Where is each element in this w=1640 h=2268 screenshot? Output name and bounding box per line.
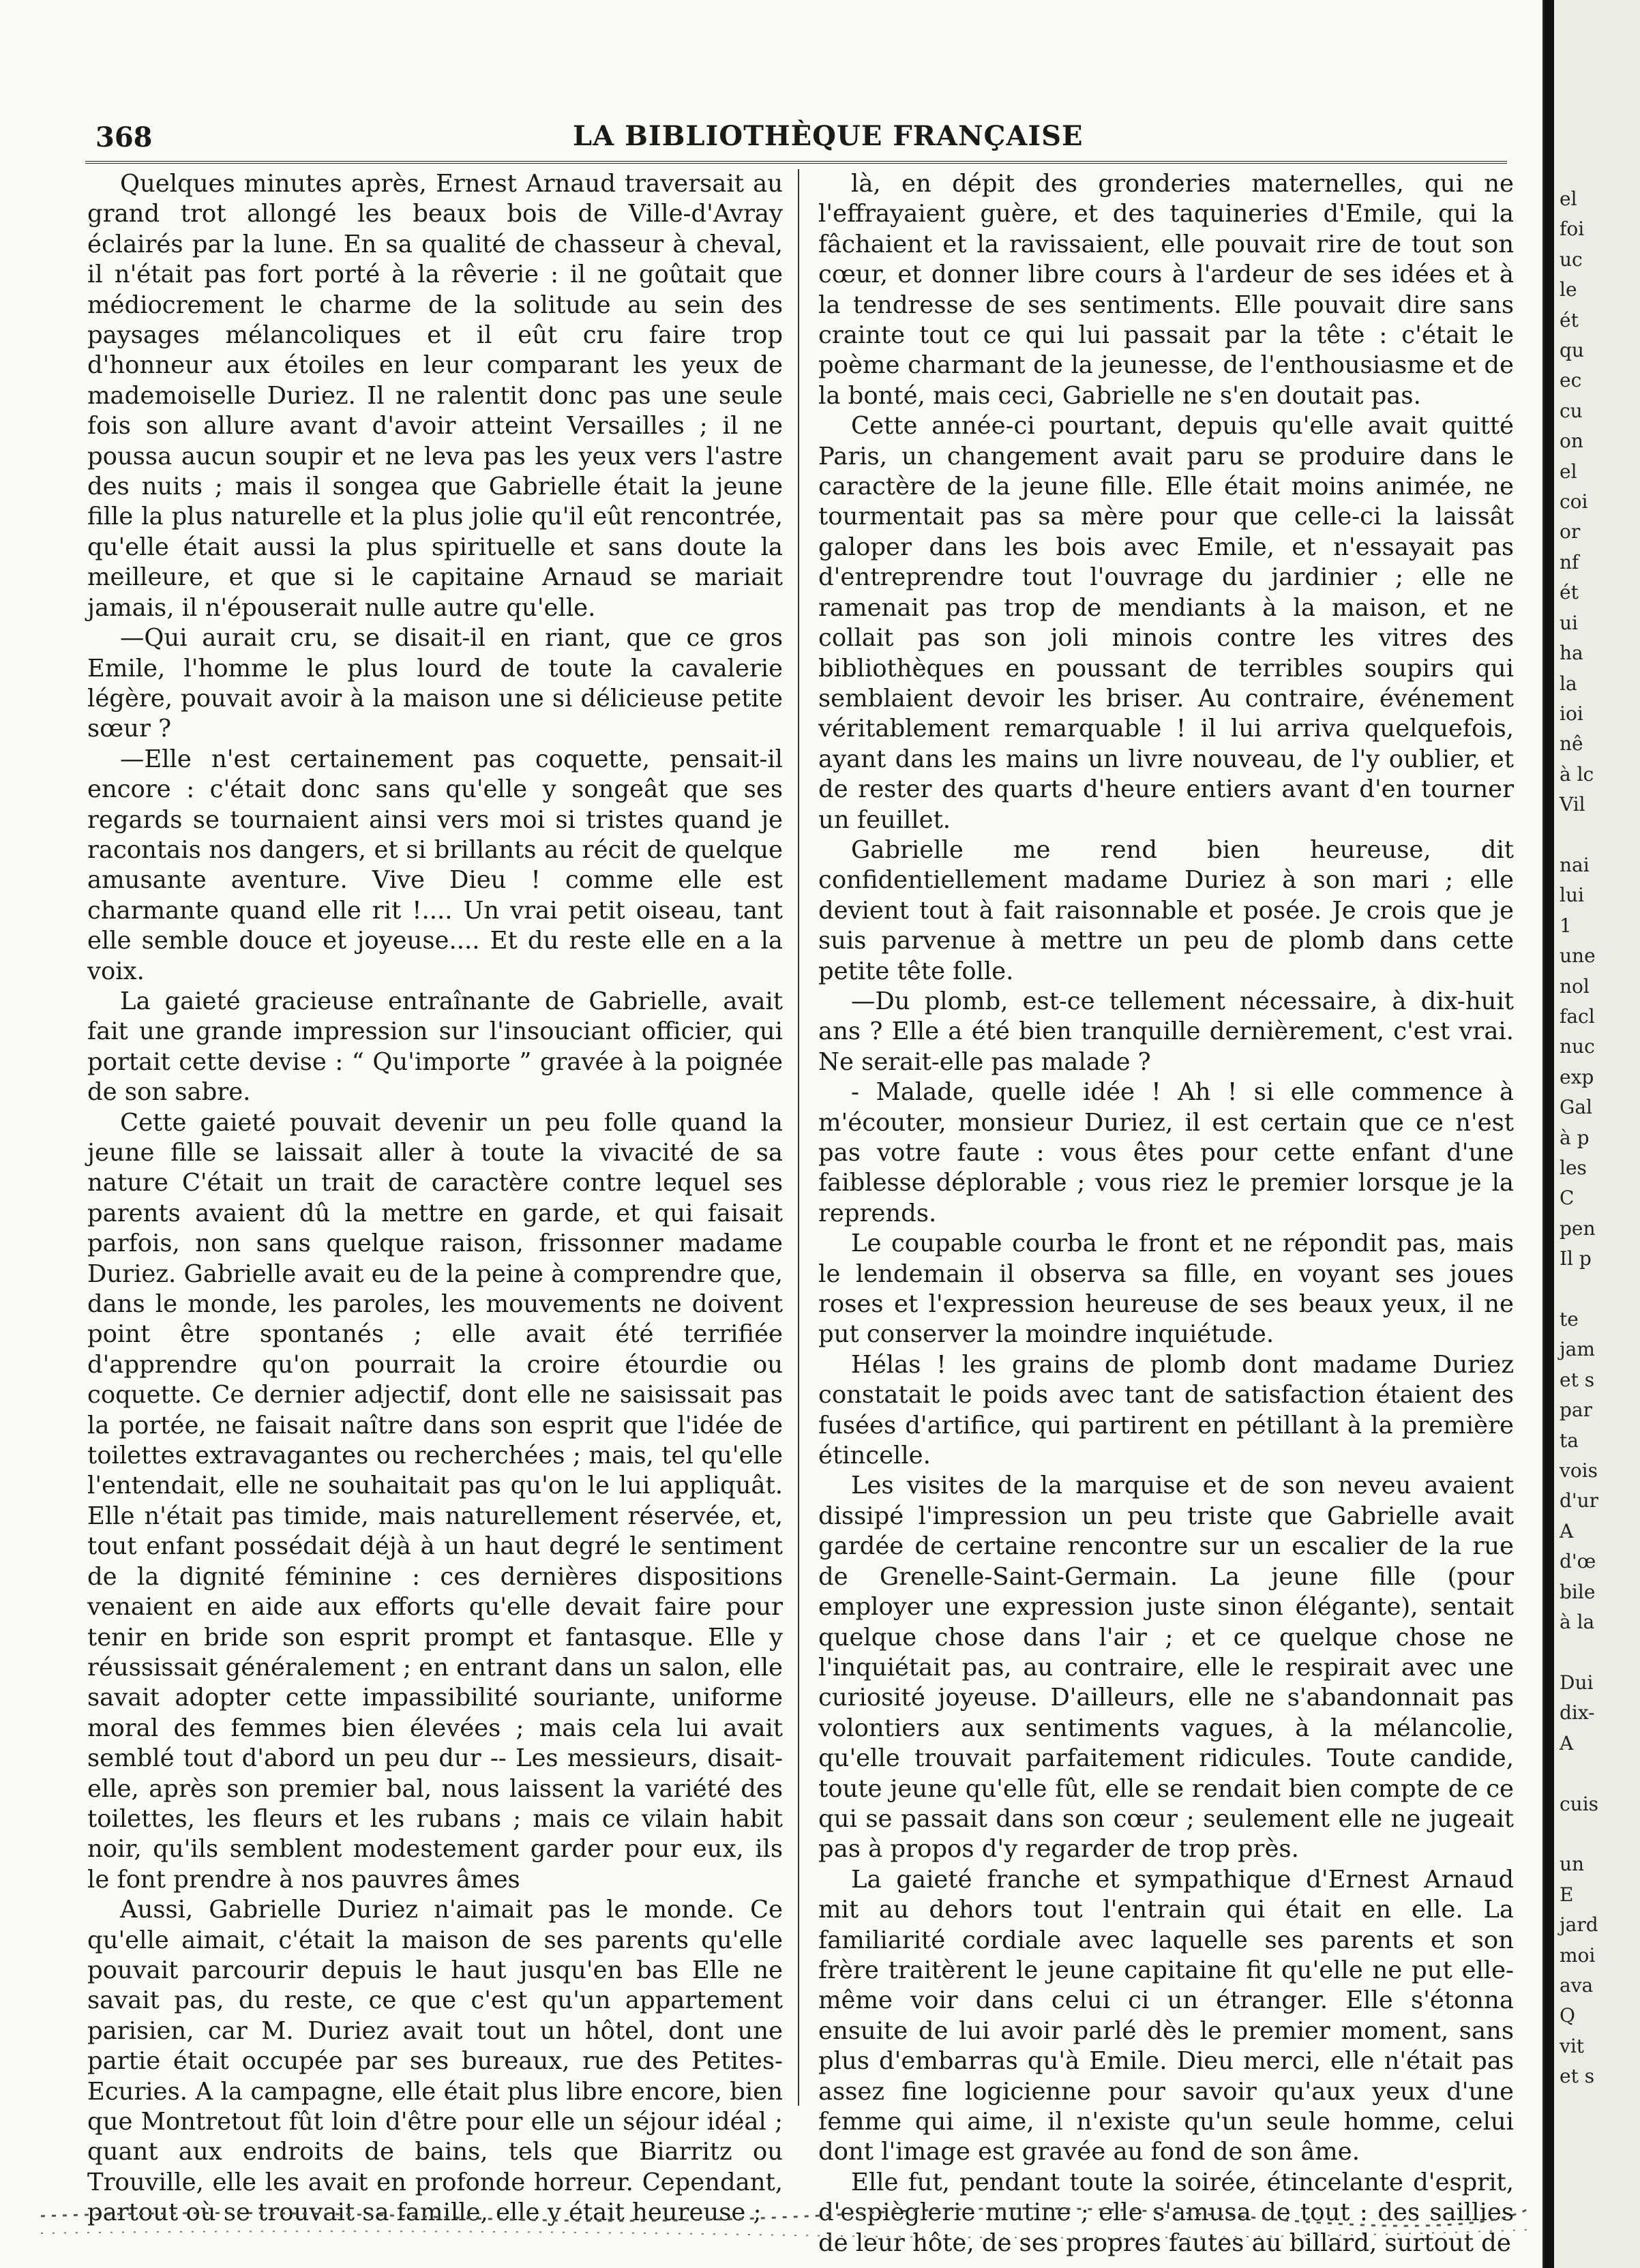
page-number: 368: [95, 121, 153, 153]
paragraph: —Qui aurait cru, se disait-il en riant, que ce gros Emile, l'homme le plus lourd de toute la cavalerie légère, pouvait avoir à la maison une si délicieuse petite sœur ?: [87, 624, 783, 743]
facing-page-text: el foi uc le ét qu ec cu on el coi or nf ét ui ha la ioi nê à lc Vil nai lui 1 une nol facl nuc exp Gal à p les C pen Il p te jam et s par ta vois d'ur A d'œ bile à la Dui dix- A cuis un E jard moi ava Q vit et s: [1560, 188, 1599, 2088]
paragraph: Les visites de la marquise et de son neveu avaient dissipé l'impression un peu triste que Gabrielle avait gardée de certaine rencontre sur un escalier de la rue de Grenelle-Saint-Germain. La jeune fille (pour employer une expression juste sinon élégante), sentait quelque chose dans l'air ; et ce quelque chose ne l'inquiétait pas, au contraire, elle le respirait avec une curiosité joyeuse. D'ailleurs, elle ne s'abandonnait pas volontiers aux sentiments vagues, à la mélancolie, qu'elle trouvait parfaitement ridicules. Toute candide, toute jeune qu'elle fût, elle se rendait bien compte de ce qui se passait dans son cœur ; seulement elle ne jugeait pas à propos d'y regarder de trop près.: [818, 1472, 1514, 1864]
paragraph: là, en dépit des gronderies maternelles, qui ne l'effrayaient guère, et des taquineries d'Emile, qui la fâchaient et la ravissaient, elle pouvait rire de tout son cœur, et donner libre cours à l'ardeur de ses idées et à la tendresse de ses sentiments. Elle pouvait dire sans crainte tout ce qui lui passait par la tête : c'était le poème charmant de la jeunesse, de l'enthousiasme et de la bonté, mais ceci, Gabrielle ne s'en doutait pas.: [818, 170, 1514, 410]
paragraph: Cette année-ci pourtant, depuis qu'elle avait quitté Paris, un changement avait paru se produire dans le caractère de la jeune fille. Elle était moins animée, ne tourmentait pas sa mère pour que celle-ci la laissât galoper dans les bois avec Emile, et n'essayait pas d'entreprendre tout l'ouvrage du jardinier ; elle ne ramenait pas trop de mendiants à la maison, et ne collait pas son joli minois contre les vitres des bibliothèques en poussant de terribles soupirs qui semblaient devoir les briser. Au contraire, événement véritablement remarquable ! il lui arriva quelquefois, ayant dans les mains un livre nouveau, de l'y oublier, et de rester des quarts d'heure entiers avant d'en tourner un feuillet.: [818, 412, 1514, 834]
paragraph: —Elle n'est certainement pas coquette, pensait-il encore : c'était donc sans qu'elle y songeât que ses regards se tournaient ainsi vers moi si tristes quand je racontais nos dangers, et si brillants au récit de quelque amusante aventure. Vive Dieu ! comme elle est charmante quand elle rit !.... Un vrai petit oiseau, tant elle semble douce et joyeuse.... Et du reste elle en a la voix.: [87, 745, 783, 985]
paragraph: La gaieté franche et sympathique d'Ernest Arnaud mit au dehors tout l'entrain qui était en elle. La familiarité cordiale avec laquelle ses parents et son frère traitèrent le jeune capitaine fit qu'elle ne put elle-même voir dans celui ci un étranger. Elle s'étonna ensuite de lui avoir parlé dès le premier moment, sans plus d'embarras qu'à Emile. Dieu merci, elle n'était pas assez fine logicienne pour savoir qu'aux yeux d'une femme qui aime, il n'existe qu'un seule homme, celui dont l'image est gravée au fond de son âme.: [818, 1865, 1514, 2166]
facing-page-edge: [1542, 0, 1640, 2268]
binding-shadow: [1545, 0, 1554, 2268]
right-column: [818, 169, 1514, 2257]
paragraph: Aussi, Gabrielle Duriez n'aimait pas le monde. Ce qu'elle aimait, c'était la maison de ses parents qu'elle pouvait parcourir depuis le haut jusqu'en bas Elle ne savait pas, du reste, ce que c'est qu'un appartement parisien, car M. Duriez avait tout un hôtel, dont une partie était occupée par ses bureaux, rue des Petites-Ecuries. A la campagne, elle était plus libre encore, bien que Montretout fût loin d'être pour elle un séjour idéal ; quant aux endroits de bains, tels que Biarritz ou Trouville, elle les avait en profonde horreur. Cependant, partout où se trouvait sa famille, elle y était heureuse ;: [87, 1896, 783, 2227]
paragraph: Elle fut, pendant toute la soirée, étincelante d'esprit, d'espièglerie mutine ; elle s'amusa de tout : des saillies de leur hôte, de ses propres fautes au billard, surtout de: [818, 2168, 1514, 2257]
paragraph: Le coupable courba le front et ne répondit pas, mais le lendemain il observa sa fille, en voyant ses joues roses et l'expression heureuse de ses beaux yeux, il ne put conserver la moindre inquiétude.: [818, 1229, 1514, 1349]
left-column: [87, 169, 783, 2227]
paragraph: Cette gaieté pouvait devenir un peu folle quand la jeune fille se laissait aller à toute la vivacité de sa nature C'était un trait de caractère contre lequel ses parents avaient dû la mettre en garde, et qui faisait parfois, non sans quelque raison, frissonner madame Duriez. Gabrielle avait eu de la peine à comprendre que, dans le monde, les paroles, les mouvements ne doivent point être spontanés ; elle avait été terrifiée d'apprendre qu'on pourrait la croire étourdie ou coquette. Ce dernier adjectif, dont elle ne saisissait pas la portée, ne faisait naître dans son esprit que l'idée de toilettes extravagantes ou recherchées ; mais, tel qu'elle l'entendait, elle ne souhaitait pas qu'on le lui appliquât. Elle n'était pas timide, mais naturellement réservée, et, tout enfant possédait déjà à un haut degré le sentiment de la dignité féminine : ces dernières dispositions venaient en aide aux efforts qu'elle devait faire pour tenir en bride son esprit prompt et fantasque. Elle y réussissait généralement ; en entrant dans un salon, elle savait adopter cette impassibilité souriante, uniforme moral des femmes bien élevées ; mais cela lui avait semblé tout d'abord un peu dur -- Les messieurs, disait-elle, après son premier bal, nous laissent la variété des toilettes, les fleurs et les rubans ; mais ce vilain habit noir, qu'ils semblent modestement garder pour eux, ils le font prendre à nos pauvres âmes: [87, 1108, 783, 1894]
paragraph: Gabrielle me rend bien heureuse, dit confidentiellement madame Duriez à son mari ; elle devient tout à fait raisonnable et posée. Je crois que je suis parvenue à mettre un peu de plomb dans cette petite tête folle.: [818, 835, 1514, 985]
scan-noise: [41, 2168, 1527, 2243]
paragraph: La gaieté gracieuse entraînante de Gabrielle, avait fait une grande impression sur l'insouciant officier, qui portait cette devise : “ Qu'importe ” gravée à la poignée de son sabre.: [87, 987, 783, 1107]
paragraph: - Malade, quelle idée ! Ah ! si elle commence à m'écouter, monsieur Duriez, il est certain que ce n'est pas votre faute : vous êtes pour cette enfant d'une faiblesse déplorable ; vous riez le premier lorsque je la reprends.: [818, 1078, 1514, 1227]
paragraph: Hélas ! les grains de plomb dont madame Duriez constatait le poids avec tant de satisfaction étaient des fusées d'artifice, qui partirent en pétillant à la première étincelle.: [818, 1350, 1514, 1470]
column-divider: [798, 169, 799, 2106]
paragraph: —Du plomb, est-ce tellement nécessaire, à dix-huit ans ? Elle a été bien tranquille dernièrement, c'est vrai. Ne serait-elle pas malade ?: [818, 987, 1514, 1076]
header-rule: [85, 161, 1507, 164]
running-title: LA BIBLIOTHÈQUE FRANÇAISE: [573, 120, 1084, 152]
paragraph: Quelques minutes après, Ernest Arnaud traversait au grand trot allongé les beaux bois de Ville-d'Avray éclairés par la lune. En sa qualité de chasseur à cheval, il n'était pas fort porté à la rêverie : il ne goûtait que médiocrement le charme de la solitude au sein des paysages mélancoliques et il eût cru faire trop d'honneur aux étoiles en leur comparant les yeux de mademoiselle Duriez. Il ne ralentit donc pas une seule fois son allure avant d'avoir atteint Versailles ; il ne poussa aucun soupir et ne leva pas les yeux vers l'astre des nuits ; mais il songea que Gabrielle était la jeune fille la plus naturelle et la plus jolie qu'il eût rencontrée, qu'elle était aussi la plus spirituelle et sans doute la meilleure, et que si le capitaine Arnaud se mariait jamais, il n'épouserait nulle autre qu'elle.: [87, 170, 783, 622]
